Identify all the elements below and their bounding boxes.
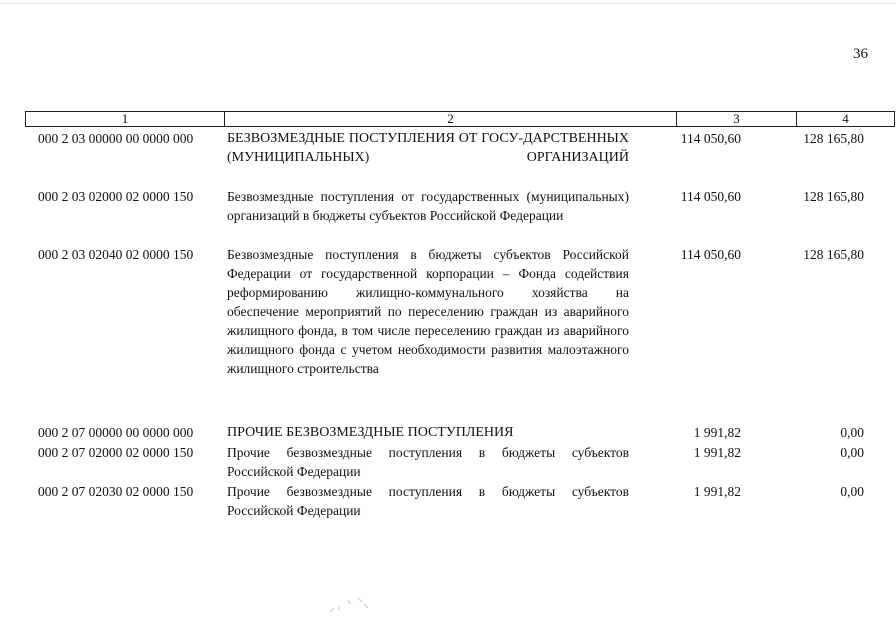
budget-code: 000 2 03 00000 00 0000 000 xyxy=(38,131,194,146)
budget-code: 000 2 07 02030 02 0000 150 xyxy=(38,484,194,499)
value-col4: 128 165,80 xyxy=(803,131,864,146)
table-header-col1: 1 xyxy=(26,112,225,126)
value-col3: 1 991,82 xyxy=(693,484,741,499)
row-description: Безвозмездные поступления от государственных (муниципальных) организаций в бюджеты субъектов Российской Федерации xyxy=(227,189,629,223)
value-col3: 1 991,82 xyxy=(693,445,741,460)
row-description: Безвозмездные поступления в бюджеты субъектов Российской Федерации от государственной корпорации – Фонда содействия реформированию жилищно-коммунального хозяйства на обеспечение мероприятий по переселению граждан из аварийного жилищного фонда, в том числе переселению граждан из аварийного жилищного фонда с учетом необходимости развития малоэтажного жилищного строительства xyxy=(227,247,629,376)
value-col4: 0,00 xyxy=(840,425,864,440)
budget-code: 000 2 03 02040 02 0000 150 xyxy=(38,247,194,262)
table-header-col2: 2 xyxy=(225,112,677,126)
page-top-edge xyxy=(0,3,896,4)
page-number: 36 xyxy=(853,46,868,62)
budget-code: 000 2 07 00000 00 0000 000 xyxy=(38,425,194,440)
value-col3: 114 050,60 xyxy=(680,247,741,262)
value-col4: 128 165,80 xyxy=(803,189,864,204)
row-description: Прочие безвозмездные поступления в бюджеты субъектов Российской Федерации xyxy=(227,484,629,518)
scan-artifact-mark xyxy=(328,594,372,616)
budget-code: 000 2 03 02000 02 0000 150 xyxy=(38,189,194,204)
row-description: БЕЗВОЗМЕЗДНЫЕ ПОСТУПЛЕНИЯ ОТ ГОСУ-ДАРСТВЕННЫХ (МУНИЦИПАЛЬНЫХ) ОРГАНИЗАЦИЙ xyxy=(227,131,629,165)
table-header-row xyxy=(25,111,895,127)
budget-code: 000 2 07 02000 02 0000 150 xyxy=(38,445,194,460)
value-col4: 0,00 xyxy=(840,445,864,460)
value-col3: 1 991,82 xyxy=(693,425,741,440)
table-header-col3: 3 xyxy=(677,112,797,126)
value-col3: 114 050,60 xyxy=(680,131,741,146)
row-description: ПРОЧИЕ БЕЗВОЗМЕЗДНЫЕ ПОСТУПЛЕНИЯ xyxy=(227,425,514,440)
table-header-col4: 4 xyxy=(842,111,849,126)
value-col4: 128 165,80 xyxy=(803,247,864,262)
value-col3: 114 050,60 xyxy=(680,189,741,204)
value-col4: 0,00 xyxy=(840,484,864,499)
row-description: Прочие безвозмездные поступления в бюджеты субъектов Российской Федерации xyxy=(227,445,629,479)
